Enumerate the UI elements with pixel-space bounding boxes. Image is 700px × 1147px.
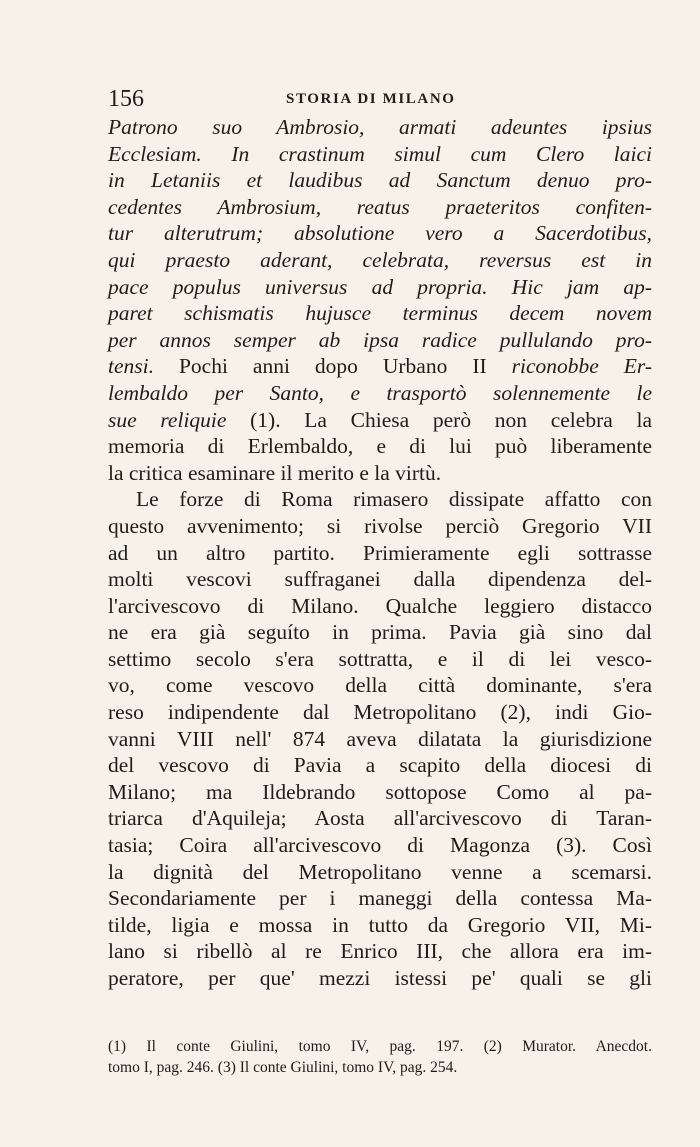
text-line xyxy=(108,646,652,673)
page-number: 156 xyxy=(108,86,144,112)
body-text xyxy=(108,114,652,992)
text-line xyxy=(108,486,652,513)
text-line xyxy=(108,566,652,593)
text-line xyxy=(108,114,652,141)
roman-text: del vescovo di Pavia a scapito della diocesi di xyxy=(108,753,652,778)
text-line xyxy=(108,380,652,407)
roman-text: peratore, per que' mezzi istessi pe' quali se gli xyxy=(108,966,652,990)
text-line xyxy=(108,300,652,327)
roman-text: questo avvenimento; si rivolse perciò Gregorio VII xyxy=(108,513,652,538)
roman-text: reso indipendente dal Metropolitano (2), indi Gio- xyxy=(108,700,652,725)
text-line xyxy=(108,327,652,354)
roman-text: tilde, ligia e mossa in tutto da Gregorio VII, Mi- xyxy=(108,912,652,937)
text-line xyxy=(108,965,652,992)
roman-text: ad un altro partito. Primieramente egli sottrasse xyxy=(108,540,652,565)
text-line xyxy=(108,353,652,380)
italic-text: tensi. xyxy=(108,354,154,379)
roman-text: Secondariamente per i maneggi della contessa Ma- xyxy=(108,886,652,911)
roman-text: Milano; ma Ildebrando sottopose Como al pa- xyxy=(108,779,652,804)
text-line xyxy=(108,247,652,274)
footnote-line: tomo I, pag. 246. (3) Il conte Giulini, tomo IV, pag. 254. xyxy=(108,1059,458,1076)
italic-text: paret schismatis hujusce terminus decem novem xyxy=(108,301,652,326)
text-line xyxy=(108,938,652,965)
text-line xyxy=(108,619,652,646)
italic-text: pace populus universus ad propria. Hic jam ap- xyxy=(108,274,652,299)
roman-text: vanni VIII nell' 874 aveva dilatata la giurisdizione xyxy=(108,726,652,751)
italic-text: riconobbe Er- xyxy=(511,354,653,379)
text-line xyxy=(108,407,652,434)
italic-text: sue reliquie xyxy=(108,407,227,432)
roman-text: ne era già seguíto in prima. Pavia già sino dal xyxy=(108,620,652,645)
roman-text: Pochi anni dopo Urbano II xyxy=(153,354,512,379)
text-line xyxy=(108,433,652,460)
roman-text: lano si ribellò al re Enrico III, che allora era im- xyxy=(108,939,652,964)
text-line xyxy=(108,885,652,912)
italic-text: Ecclesiam. In crastinum simul cum Clero laici xyxy=(108,141,652,166)
italic-text: per annos semper ab ipsa radice pullulando pro- xyxy=(108,327,652,352)
text-line xyxy=(108,859,652,886)
roman-text: (1). La Chiesa però non celebra la xyxy=(226,407,652,432)
text-line xyxy=(108,779,652,806)
text-line xyxy=(108,672,652,699)
italic-text: qui praesto aderant, celebrata, reversus est in xyxy=(108,247,652,272)
text-line xyxy=(108,832,652,859)
text-line xyxy=(108,699,652,726)
italic-text: tur alterutrum; absolutione vero a Sacerdotibus, xyxy=(108,221,652,246)
roman-text: molti vescovi suffraganei dalla dipendenza del- xyxy=(108,567,652,592)
footnotes xyxy=(108,1036,652,1078)
roman-text: memoria di Erlembaldo, e di lui può liberamente xyxy=(108,434,652,459)
running-head: STORIA DI MILANO xyxy=(286,91,456,107)
roman-text: la critica esaminare il merito e la virtù. xyxy=(108,460,442,485)
text-line xyxy=(108,460,652,487)
text-line xyxy=(108,194,652,221)
text-line xyxy=(108,593,652,620)
text-line xyxy=(108,726,652,753)
text-line xyxy=(108,513,652,540)
text-line xyxy=(108,805,652,832)
text-line xyxy=(108,274,652,301)
italic-text: Patrono suo Ambrosio, armati adeuntes ipsius xyxy=(108,115,652,139)
roman-text: vo, come vescovo della città dominante, s'era xyxy=(108,673,652,698)
roman-text: l'arcivescovo di Milano. Qualche leggiero distacco xyxy=(108,593,652,618)
roman-text: la dignità del Metropolitano venne a scemarsi. xyxy=(108,859,652,884)
footnote-line: (1) Il conte Giulini, tomo IV, pag. 197. (2) Murator. Anecdot. xyxy=(108,1038,652,1055)
text-line xyxy=(108,220,652,247)
page-header xyxy=(108,84,652,114)
text-line xyxy=(108,912,652,939)
italic-text: lembaldo per Santo, e trasportò solennemente le xyxy=(108,380,652,405)
roman-text: triarca d'Aquileja; Aosta all'arcivescovo di Taran- xyxy=(108,806,652,831)
roman-text: settimo secolo s'era sottratta, e il di lei vesco- xyxy=(108,646,652,671)
italic-text: in Letaniis et laudibus ad Sanctum denuo pro- xyxy=(108,168,652,193)
roman-text: Le forze di Roma rimasero dissipate affatto con xyxy=(136,487,652,512)
text-line xyxy=(108,752,652,779)
text-line xyxy=(108,167,652,194)
text-line xyxy=(108,540,652,567)
text-line xyxy=(108,141,652,168)
roman-text: tasia; Coira all'arcivescovo di Magonza (3). Così xyxy=(108,833,652,858)
italic-text: cedentes Ambrosium, reatus praeteritos confiten- xyxy=(108,194,652,219)
